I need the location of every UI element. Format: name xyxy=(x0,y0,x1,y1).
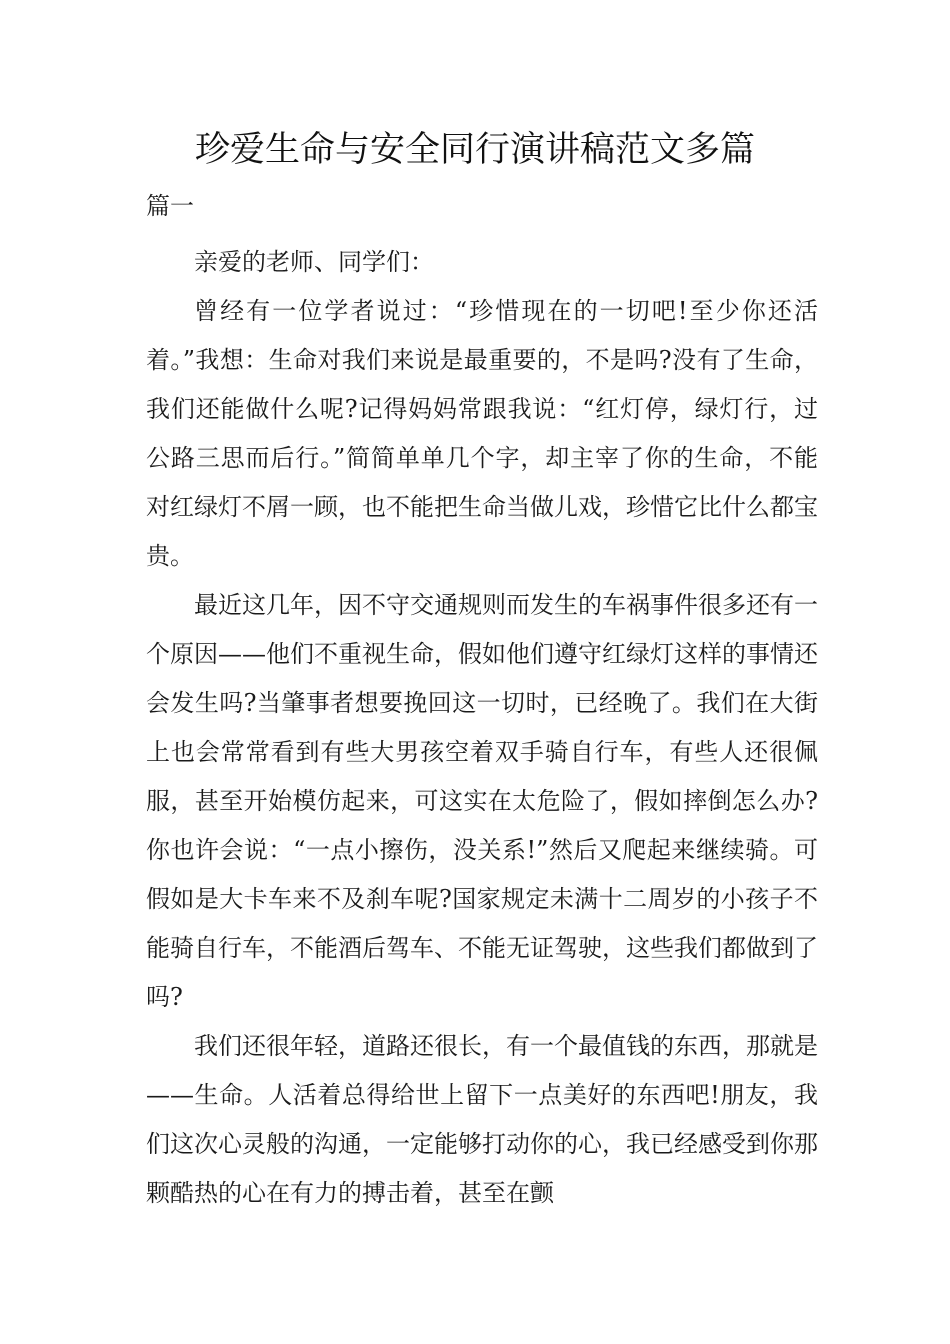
document-title: 珍爱生命与安全同行演讲稿范文多篇 xyxy=(194,130,755,170)
paragraph-3: 我们还很年轻，道路还很长，有一个最值钱的东西，那就是——生命。人活着总得给世上留下一点美好的东西吧!朋友，我们这次心灵般的沟通，一定能够打动你的心，我已经感受到你那颗酷热的心在有力的搏击着，甚至在颤 xyxy=(146,1032,818,1207)
paragraph-2: 最近这几年，因不守交通规则而发生的车祸事件很多还有一个原因——他们不重视生命，假如他们遵守红绿灯这样的事情还会发生吗?当肇事者想要挽回这一切时，已经晚了。我们在大街上也会常常看到有些大男孩空着双手骑自行车，有些人还很佩服，甚至开始模仿起来，可这实在太危险了，假如摔倒怎么办?你也许会说：“一点小擦伤，没关系!”然后又爬起来继续骑。可假如是大卡车来不及刹车呢?国家规定未满十二周岁的小孩子不能骑自行车，不能酒后驾车、不能无证驾驶，这些我们都做到了吗? xyxy=(146,591,818,1011)
paragraph-greeting: 亲爱的老师、同学们： xyxy=(194,248,434,276)
section-label: 篇一 xyxy=(146,192,194,220)
document-body xyxy=(146,182,818,1218)
paragraph-1: 曾经有一位学者说过：“珍惜现在的一切吧!至少你还活着。”我想：生命对我们来说是最重要的，不是吗?没有了生命，我们还能做什么呢?记得妈妈常跟我说：“红灯停，绿灯行，过公路三思而后行。”简简单单几个字，却主宰了你的生命，不能对红绿灯不屑一顾，也不能把生命当做儿戏，珍惜它比什么都宝贵。 xyxy=(146,297,818,570)
